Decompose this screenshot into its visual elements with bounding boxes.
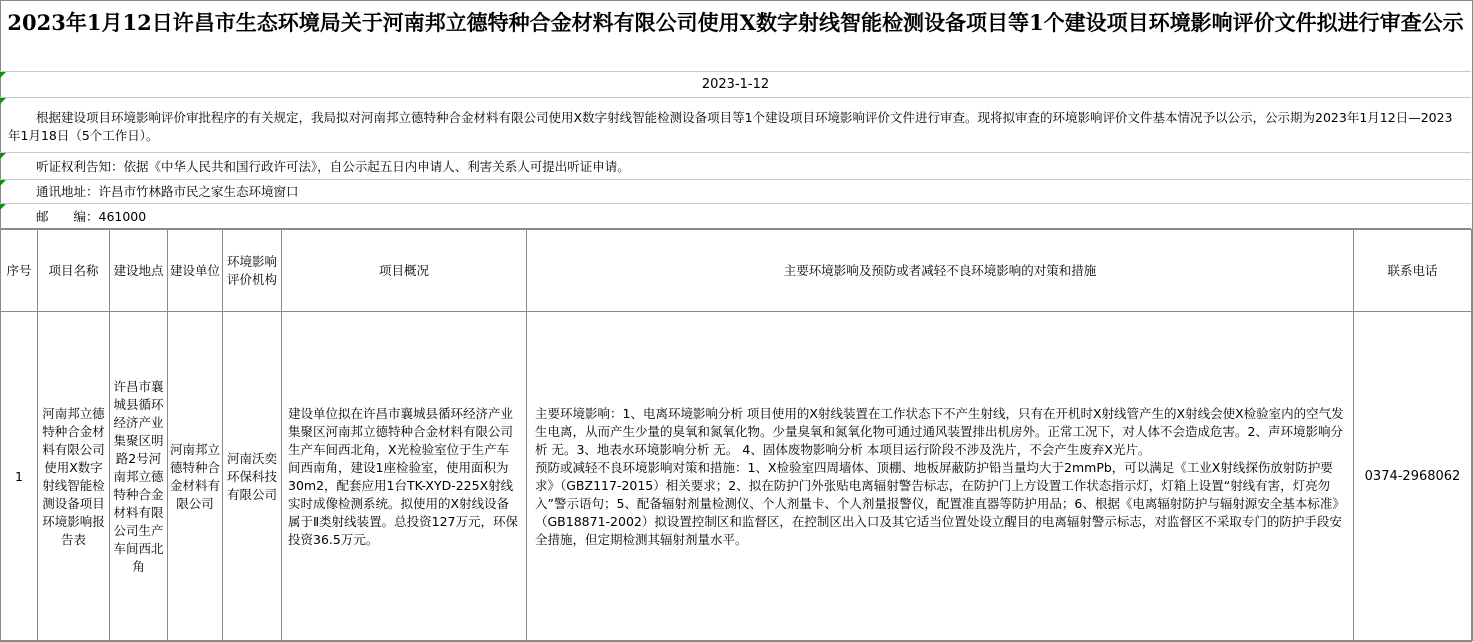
header-location: 建设地点 — [110, 230, 168, 312]
mailing-address: 通讯地址：许昌市竹林路市民之家生态环境窗口 — [0, 180, 1471, 204]
header-measures: 主要环境影响及预防或者减轻不良环境影响的对策和措施 — [527, 230, 1354, 312]
cell-measures — [527, 312, 1354, 642]
table-header-row — [1, 230, 1472, 312]
cell-no: 1 — [1, 312, 38, 642]
postcode: 邮 编：461000 — [0, 204, 1471, 229]
measures-countermeasures: 预防或减轻不良环境影响对策和措施：1、X检验室四周墙体、顶棚、地板屏蔽防护铅当量均大于2mmPb，可以满足《工业X射线探伤放射防护要求》（GBZ117-2015）相关要求；2、拟在防护门外张贴电离辐射警告标志，在防护门上方设置工作状态指示灯，灯箱上设置“射线有害，灯亮勿入”警示语句；5、配备辐射剂量检测仪、个人剂量卡、个人剂量报警仪，配置准直器等防护用品；6、根据《电离辐射防护与辐射源安全基本标准》（GB18871-2002）拟设置控制区和监督区，在控制区出入口及其它适当位置处设立醒目的电离辐射警示标志，对监督区不采取专门的防护手段安全措施，但定期检测其辐射剂量水平。 — [535, 459, 1345, 547]
hearing-notice: 听证权利告知：依据《中华人民共和国行政许可法》，自公示起五日内申请人、利害关系人可提出听证申请。 — [0, 153, 1471, 180]
cell-location: 许昌市襄城县循环经济产业集聚区明路2号河南邦立德特种合金材料有限公司生产车间西北角 — [110, 312, 168, 642]
table-row — [1, 312, 1472, 642]
header-no: 序号 — [1, 230, 38, 312]
cell-summary: 建设单位拟在许昌市襄城县循环经济产业集聚区河南邦立德特种合金材料有限公司生产车间西北角，X光检验室位于生产车间西南角，建设1座检验室，使用面积为30m2，配套应用1台TK-XYD-225X射线实时成像检测系统。拟使用的X射线设备属于Ⅱ类射线装置。总投资127万元，环保投资36.5万元。 — [282, 312, 527, 642]
cell-eia-agency: 河南沃奕环保科技有限公司 — [223, 312, 282, 642]
cell-project-name: 河南邦立德特种合金材料有限公司使用X数字射线智能检测设备项目环境影响报告表 — [38, 312, 110, 642]
header-unit: 建设单位 — [168, 230, 223, 312]
measures-impacts: 主要环境影响：1、电离环境影响分析 项目使用的X射线装置在工作状态下不产生射线，只有在开机时X射线管产生的X射线会使X检验室内的空气发生电离，从而产生少量的臭氧和氮氧化物。少量臭氧和氮氧化物可通过通风装置排出机房外。正常工况下，对人体不会造成危害。2、声环境影响分析 无。3、地表水环境影响分析 无。 4、固体废物影响分析 本项目运行阶段不涉及洗片，不会产生废弃X光片。 — [535, 405, 1344, 457]
project-table — [0, 229, 1472, 642]
cell-unit: 河南邦立德特种合金材料有限公司 — [168, 312, 223, 642]
cell-phone: 0374-2968062 — [1354, 312, 1472, 642]
header-eia-agency: 环境影响评价机构 — [223, 230, 282, 312]
header-summary: 项目概况 — [282, 230, 527, 312]
intro-paragraph: 根据建设项目环境影响评价审批程序的有关规定，我局拟对河南邦立德特种合金材料有限公司使用X数字射线智能检测设备项目等1个建设项目环境影响评价文件进行审查。现将拟审查的环境影响评价文件基本情况予以公示，公示期为2023年1月12日—2023年1月18日（5个工作日）。 — [0, 98, 1471, 153]
page-title: 2023年1月12日许昌市生态环境局关于河南邦立德特种合金材料有限公司使用X数字射线智能检测设备项目等1个建设项目环境影响评价文件拟进行审查公示 — [0, 0, 1471, 72]
publish-date: 2023-1-12 — [0, 72, 1471, 98]
header-phone: 联系电话 — [1354, 230, 1472, 312]
header-project-name: 项目名称 — [38, 230, 110, 312]
